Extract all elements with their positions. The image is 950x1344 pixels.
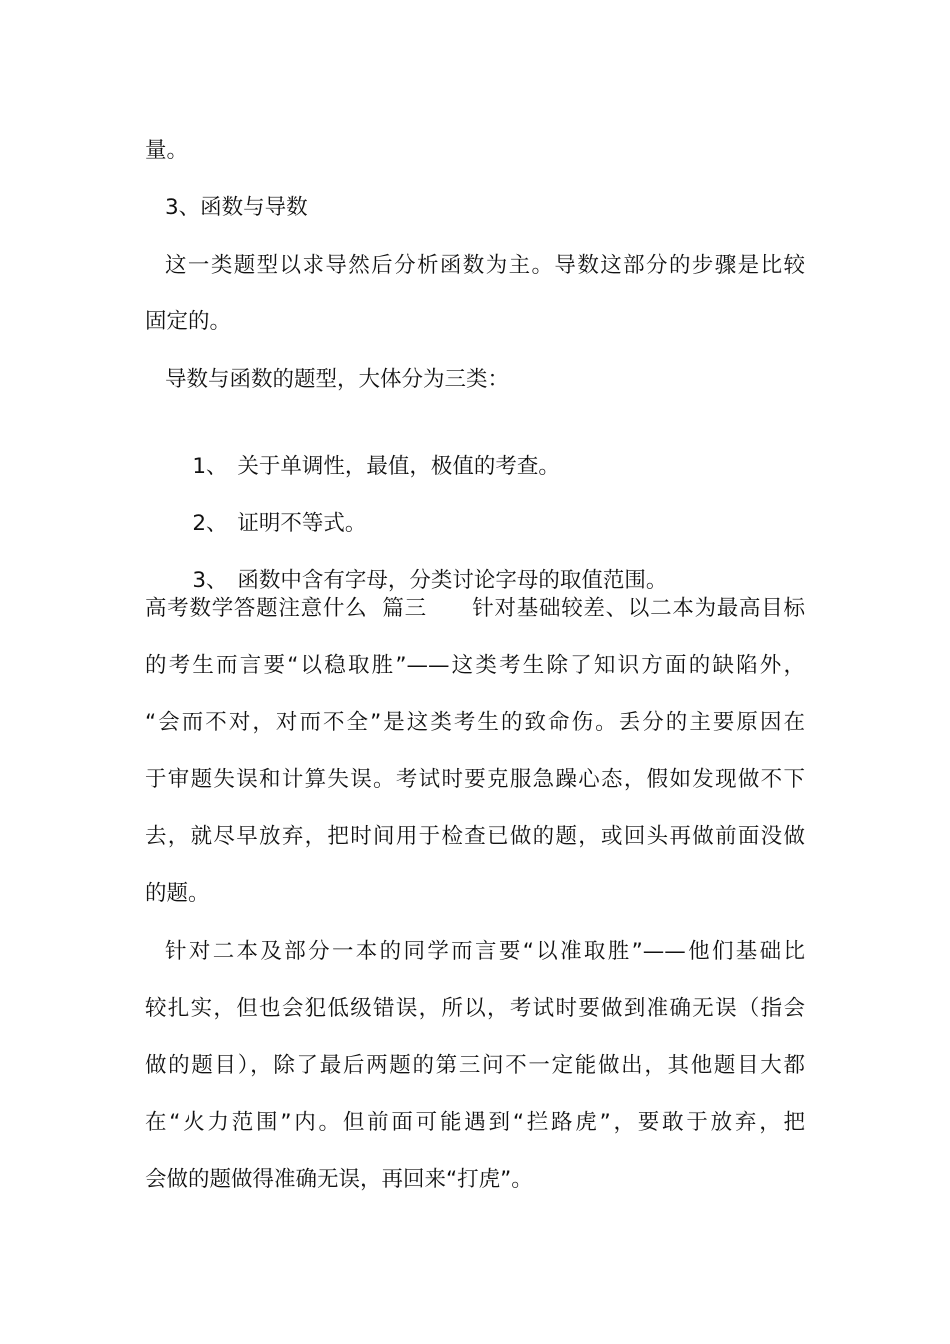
list-number: 1、	[192, 454, 228, 479]
text-line: 会做的题做得准确无误，再回来“打虎”。	[145, 1167, 533, 1192]
list-item	[165, 536, 668, 593]
list-text: 函数中含有字母，分类讨论字母的取值范围。	[237, 568, 668, 593]
list-text: 证明不等式。	[237, 511, 367, 536]
text-line: 针对二本及部分一本的同学而言要“以准取胜”——他们基础比	[165, 939, 805, 964]
text-line: 较扎实，但也会犯低级错误，所以，考试时要做到准确无误（指会	[145, 996, 805, 1021]
text-line: 做的题目），除了最后两题的第三问不一定能做出，其他题目大都	[145, 1053, 805, 1078]
list-text: 关于单调性，最值，极值的考查。	[237, 454, 560, 479]
list-number: 3、	[192, 568, 228, 593]
text-line: 的考生而言要“以稳取胜”——这类考生除了知识方面的缺陷外，	[145, 653, 805, 678]
text-line: “会而不对，对而不全”是这类考生的致命伤。丢分的主要原因在	[145, 710, 805, 735]
text-line: 在“火力范围”内。但前面可能遇到“拦路虎”，要敢于放弃，把	[145, 1110, 805, 1135]
text-line: 去，就尽早放弃，把时间用于检查已做的题，或回头再做前面没做	[145, 824, 805, 849]
text-line: 量。	[145, 138, 189, 163]
text-line: 高考数学答题注意什么 篇三 针对基础较差、以二本为最高目标	[145, 596, 805, 621]
list-item	[165, 479, 367, 536]
section-heading: 3、函数与导数	[165, 195, 308, 220]
text-line: 的题。	[145, 881, 210, 906]
text-line: 于审题失误和计算失误。考试时要克服急躁心态，假如发现做不下	[145, 767, 805, 792]
text-line: 导数与函数的题型，大体分为三类：	[165, 367, 510, 392]
list-number: 2、	[192, 511, 228, 536]
text-line: 固定的。	[145, 309, 232, 334]
text-line: 这一类题型以求导然后分析函数为主。导数这部分的步骤是比较	[165, 253, 805, 278]
list-item	[165, 422, 560, 479]
